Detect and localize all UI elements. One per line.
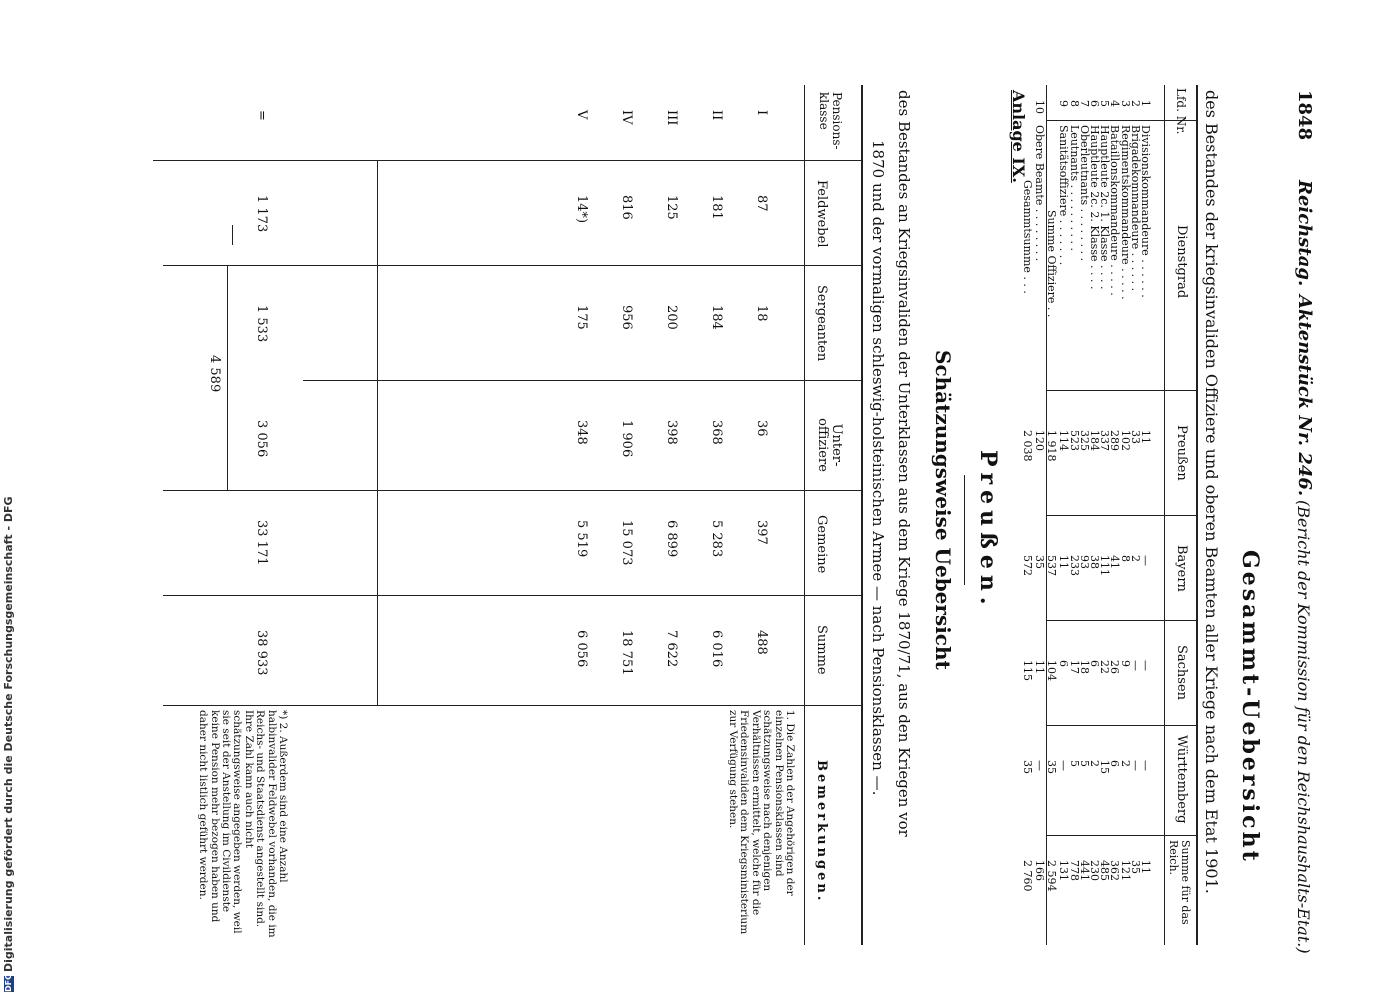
- table1-cell-nr: 6: [1088, 100, 1101, 107]
- table2-header-summe: Summe: [814, 625, 829, 675]
- section-title: Preußen.: [975, 450, 1001, 611]
- table2-cell-sergeanten: 956: [619, 305, 634, 330]
- table1-cell-sachsen: —: [1128, 660, 1142, 671]
- table2-total-sergeanten: 1 533: [254, 305, 269, 343]
- table1-cell-rank: Sanitätsoffiziere . . . . . . .: [1057, 125, 1071, 266]
- table2-cell-sergeanten: 184: [709, 305, 724, 330]
- table2-col-rule: [303, 380, 863, 381]
- table1-row10-rank: Obere Beamte . . . . . . . .: [1033, 125, 1047, 262]
- table1-subtotal-wuerttemberg: 35: [1045, 760, 1059, 774]
- table2-title: Schätzungsweise Uebersicht: [931, 350, 955, 670]
- note-2: *) 2. Außerdem sind eine Anzahl halbinvalider Feldwebel vorhanden, die im Reichs- und Staatsdienst angestellt sind. Ihre Zahl kann auch nicht schätzungsweise angegeben werden, weil sie seit der Anstellung im Civildienste keine Pension mehr bezogen haben und daher nicht listlich geführt werden.: [197, 710, 289, 938]
- table1-row10-preussen: 120: [1033, 430, 1047, 451]
- table2-cell-feldwebel: 125: [664, 195, 679, 220]
- table2-cell-gemeine: 5 283: [709, 520, 724, 558]
- table1-total-label: Gesammtsumme . . .: [1021, 180, 1035, 294]
- table1-title: Gesammt-Uebersicht: [1237, 550, 1263, 864]
- table2-header-feldwebel: Feldwebel: [814, 180, 829, 248]
- publication-title: Reichstag.: [1294, 180, 1315, 287]
- table1-cell-preussen: 325: [1077, 430, 1091, 451]
- table2-cell-feldwebel: 181: [709, 195, 724, 220]
- table2-col-rule: [163, 595, 863, 596]
- table1-cell-preussen: 102: [1118, 430, 1132, 451]
- table1-cell-sachsen: 6: [1088, 660, 1101, 667]
- table1-cell-wuerttemberg: 2: [1088, 760, 1101, 767]
- table2-header-unteroffiziere: Unter-offiziere: [815, 418, 844, 472]
- table2-subtitle-2: 1870 und der vormaligen schleswig-holsteinischen Armee — nach Pensionsklassen —.: [869, 140, 887, 796]
- table1-total-preussen: 2 038: [1021, 430, 1035, 462]
- table1-cell-bayern: 8: [1118, 555, 1132, 562]
- table1-cell-sachsen: —: [1139, 660, 1152, 671]
- table1-cell-summe: 131: [1057, 860, 1071, 881]
- bracket-line: [227, 265, 228, 490]
- table2-total-feldwebel: 1 173: [254, 195, 269, 233]
- document-number: Aktenstück Nr. 246.: [1294, 295, 1315, 497]
- table1-cell-wuerttemberg: —: [1139, 760, 1152, 771]
- table2-cell-sergeanten: 200: [664, 305, 679, 330]
- table1-cell-nr: 1: [1139, 100, 1152, 107]
- table1-subtotal-summe: 2 594: [1045, 860, 1059, 892]
- table2-cell-feldwebel: 87: [754, 195, 769, 212]
- table1-row10-wuerttemberg: —: [1033, 760, 1047, 771]
- table1-cell-wuerttemberg: 5: [1077, 760, 1091, 767]
- table1-cell-wuerttemberg: 5: [1067, 760, 1081, 767]
- table1-cell-bayern: 111: [1098, 555, 1112, 576]
- section-underline: [964, 475, 965, 585]
- table1-col-rule: [1047, 390, 1198, 391]
- table1-cell-nr: 4: [1108, 100, 1122, 107]
- table1-col-rule: [1047, 620, 1198, 621]
- table1-cell-rank: Brigadekommandeure . . . . . .: [1128, 125, 1142, 292]
- table2-cell-klasse: V: [574, 110, 589, 120]
- table1-cell-nr: 9: [1057, 100, 1071, 107]
- table1-cell-bayern: —: [1139, 555, 1152, 566]
- table2-cell-unteroffiziere: 1 906: [619, 420, 634, 458]
- dfg-footer: [2, 496, 15, 992]
- table1-cell-sachsen: 6: [1057, 660, 1071, 667]
- table1-cell-rank: Leutnants . . . . . . . . . .: [1067, 125, 1081, 252]
- table1-cell-rank: Hauptleute 2c. 1. Klasse . . . .: [1098, 125, 1112, 290]
- table2-cell-summe: 6 016: [709, 630, 724, 668]
- table1-header-nr: Lfd. Nr.: [1174, 88, 1188, 135]
- table2-cell-sergeanten: 18: [754, 305, 769, 322]
- table1-cell-wuerttemberg: 2: [1118, 760, 1132, 767]
- table1-cell-preussen: 289: [1108, 430, 1122, 451]
- table2-col-rule: [163, 490, 863, 491]
- table1-cell-summe: 11: [1139, 860, 1152, 874]
- table2-total-summe: 38 933: [254, 630, 269, 676]
- table1-col-rule: [1047, 725, 1198, 726]
- table1-cell-preussen: 114: [1057, 430, 1071, 451]
- table1-header-bayern: Bayern: [1174, 545, 1189, 592]
- table1-row10-summe: 166: [1033, 860, 1047, 881]
- table1-cell-preussen: 523: [1067, 430, 1081, 451]
- table1-cell-bayern: 38: [1088, 555, 1101, 569]
- total-double-rule: [232, 225, 233, 245]
- table2-cell-gemeine: 397: [754, 520, 769, 545]
- table2-cell-feldwebel: 14*): [574, 195, 589, 224]
- table2-cell-klasse: IV: [619, 110, 634, 125]
- table1-header-summe: Summe für das Reich.: [1167, 840, 1192, 925]
- table2-cell-gemeine: 15 073: [619, 520, 634, 566]
- table2-cell-unteroffiziere: 398: [664, 420, 679, 445]
- table1-cell-preussen: 33: [1128, 430, 1142, 444]
- table1-subtotal-sachsen: 104: [1045, 660, 1059, 681]
- note-1: 1. Die Zahlen der Angehörigen der einzelnen Pensionsklassen sind schätzungsweise nach denjenigen Verhältnissen ermittelt, welche für die Friedensinvaliden dem Kriegsministerium zur Verfügung stehen.: [726, 710, 796, 935]
- table2-header-sergeanten: Sergeanten: [814, 285, 829, 362]
- table1-subtotal-bayern: 537: [1045, 555, 1059, 576]
- table2-cell-unteroffiziere: 348: [574, 420, 589, 445]
- table1-cell-bayern: 233: [1067, 555, 1081, 576]
- table1-cell-bayern: 41: [1108, 555, 1122, 569]
- table2-cell-klasse: I: [754, 110, 769, 116]
- table1-header-dienstgrad: Dienstgrad: [1174, 225, 1189, 299]
- table2-bottom-rule: [377, 160, 378, 705]
- table2-cell-sergeanten: 175: [574, 305, 589, 330]
- table2-cell-klasse: III: [664, 110, 679, 126]
- table1-cell-sachsen: 22: [1098, 660, 1112, 674]
- table1-cell-nr: 2: [1128, 100, 1142, 107]
- table2-header-klasse: Pensions-klasse: [817, 92, 844, 150]
- page-number: 1848: [1294, 90, 1315, 141]
- table1-cell-nr: 7: [1077, 100, 1091, 107]
- table1-header-sachsen: Sachsen: [1174, 645, 1189, 701]
- table1-cell-wuerttemberg: —: [1057, 760, 1071, 771]
- table2-total-unteroffiziere: 3 056: [254, 420, 269, 458]
- table1-cell-rank: Divisionskommandeure . . . . . .: [1139, 125, 1152, 298]
- table2-cell-gemeine: 6 899: [664, 520, 679, 558]
- table1-cell-nr: 5: [1098, 100, 1112, 107]
- table1-row10-bayern: 35: [1033, 555, 1047, 569]
- table1-header-preussen: Preußen: [1174, 425, 1189, 481]
- table1-cell-summe: 230: [1088, 860, 1101, 881]
- table1-cell-summe: 485: [1098, 860, 1112, 881]
- table1-cell-summe: 362: [1108, 860, 1122, 881]
- table2-cell-unteroffiziere: 36: [754, 420, 769, 437]
- table2-cell-feldwebel: 816: [619, 195, 634, 220]
- table1-cell-summe: 121: [1118, 860, 1132, 881]
- table2-cell-summe: 18 751: [619, 630, 634, 676]
- table1-col-rule: [1047, 835, 1198, 836]
- table2-cell-gemeine: 5 519: [574, 520, 589, 558]
- table2-col-rule: [153, 160, 863, 161]
- table2-total-klasse: =: [254, 110, 269, 121]
- table2-cell-summe: 6 056: [574, 630, 589, 668]
- table1-cell-wuerttemberg: —: [1128, 760, 1142, 771]
- table2-cell-summe: 488: [754, 630, 769, 655]
- table2-header-gemeine: Gemeine: [814, 515, 829, 574]
- table1-cell-rank: Oberleutnants . . . . . . . .: [1077, 125, 1091, 262]
- table2-col-rule: [163, 265, 863, 266]
- table2-header-bemerkungen: Bemerkungen.: [814, 760, 829, 904]
- table1-cell-preussen: 11: [1139, 430, 1152, 444]
- table1-row10-sachsen: 11: [1033, 660, 1047, 674]
- dfg-logo-icon: DFG: [4, 973, 13, 992]
- table1-total-bayern: 572: [1021, 555, 1035, 576]
- table1-cell-rank: Bataillonskommandeure . . . . .: [1108, 125, 1122, 296]
- table1-total-wuerttemberg: 35: [1021, 760, 1035, 774]
- table1-cell-bayern: 11: [1057, 555, 1071, 569]
- table2-total-gemeine: 33 171: [254, 520, 269, 566]
- table1-header-wuerttemberg: Württemberg: [1174, 735, 1189, 824]
- table2-subtitle-1: des Bestandes an Kriegsinvaliden der Unterklassen aus dem Kriege 1870/71, aus den Kriegen vor: [895, 90, 913, 837]
- table2-cell-klasse: II: [709, 110, 724, 121]
- table1-col-rule: [1047, 515, 1198, 516]
- table2-cell-summe: 7 622: [664, 630, 679, 668]
- table1-cell-wuerttemberg: 6: [1108, 760, 1122, 767]
- table1-subtitle: des Bestandes der kriegsinvaliden Offiziere und oberen Beamten aller Kriege nach dem Etat 1901.: [1202, 90, 1221, 894]
- table1-cell-wuerttemberg: 15: [1098, 760, 1112, 774]
- table2-top-rule: [861, 85, 863, 945]
- table1-cell-bayern: 93: [1077, 555, 1091, 569]
- bracket-total: 4 589: [207, 355, 222, 393]
- table1-subtotal-preussen: 1 918: [1045, 430, 1059, 462]
- table1-cell-rank: Regimentskommandeure . . . . .: [1118, 125, 1132, 300]
- table1-cell-nr: 8: [1067, 100, 1081, 107]
- table1-total-summe: 2 760: [1021, 860, 1035, 892]
- table2-cell-unteroffiziere: 368: [709, 420, 724, 445]
- table1-row10-nr: 10: [1033, 100, 1047, 114]
- report-title: (Bericht der Kommission für den Reichshaushalts-Etat.): [1294, 500, 1313, 954]
- table1-cell-summe: 35: [1128, 860, 1142, 874]
- table1-total-sachsen: 115: [1021, 660, 1035, 681]
- table1-cell-nr: 3: [1118, 100, 1132, 107]
- table1-cell-sachsen: 26: [1108, 660, 1122, 674]
- table2-col-rule: [163, 705, 863, 706]
- anlage-label: Anlage IX.: [1009, 90, 1028, 183]
- table2-header-rule: [804, 85, 805, 945]
- table1-cell-summe: 441: [1077, 860, 1091, 881]
- table1-cell-sachsen: 18: [1077, 660, 1091, 674]
- table1-cell-sachsen: 17: [1067, 660, 1081, 674]
- table1-cell-sachsen: 9: [1118, 660, 1132, 667]
- table1-cell-rank: Hauptleute 2c. 2. Klasse . . . .: [1088, 125, 1101, 290]
- footer-text: Digitalisierung gefördert durch die Deutsche Forschungsgemeinschaft - DFG: [2, 496, 15, 972]
- table1-cell-summe: 778: [1067, 860, 1081, 881]
- table1-subtotal-label: Summe Offiziere . .: [1045, 210, 1059, 318]
- table1-cell-preussen: 184: [1088, 430, 1101, 451]
- table1-cell-bayern: 2: [1128, 555, 1142, 562]
- table1-cell-preussen: 337: [1098, 430, 1112, 451]
